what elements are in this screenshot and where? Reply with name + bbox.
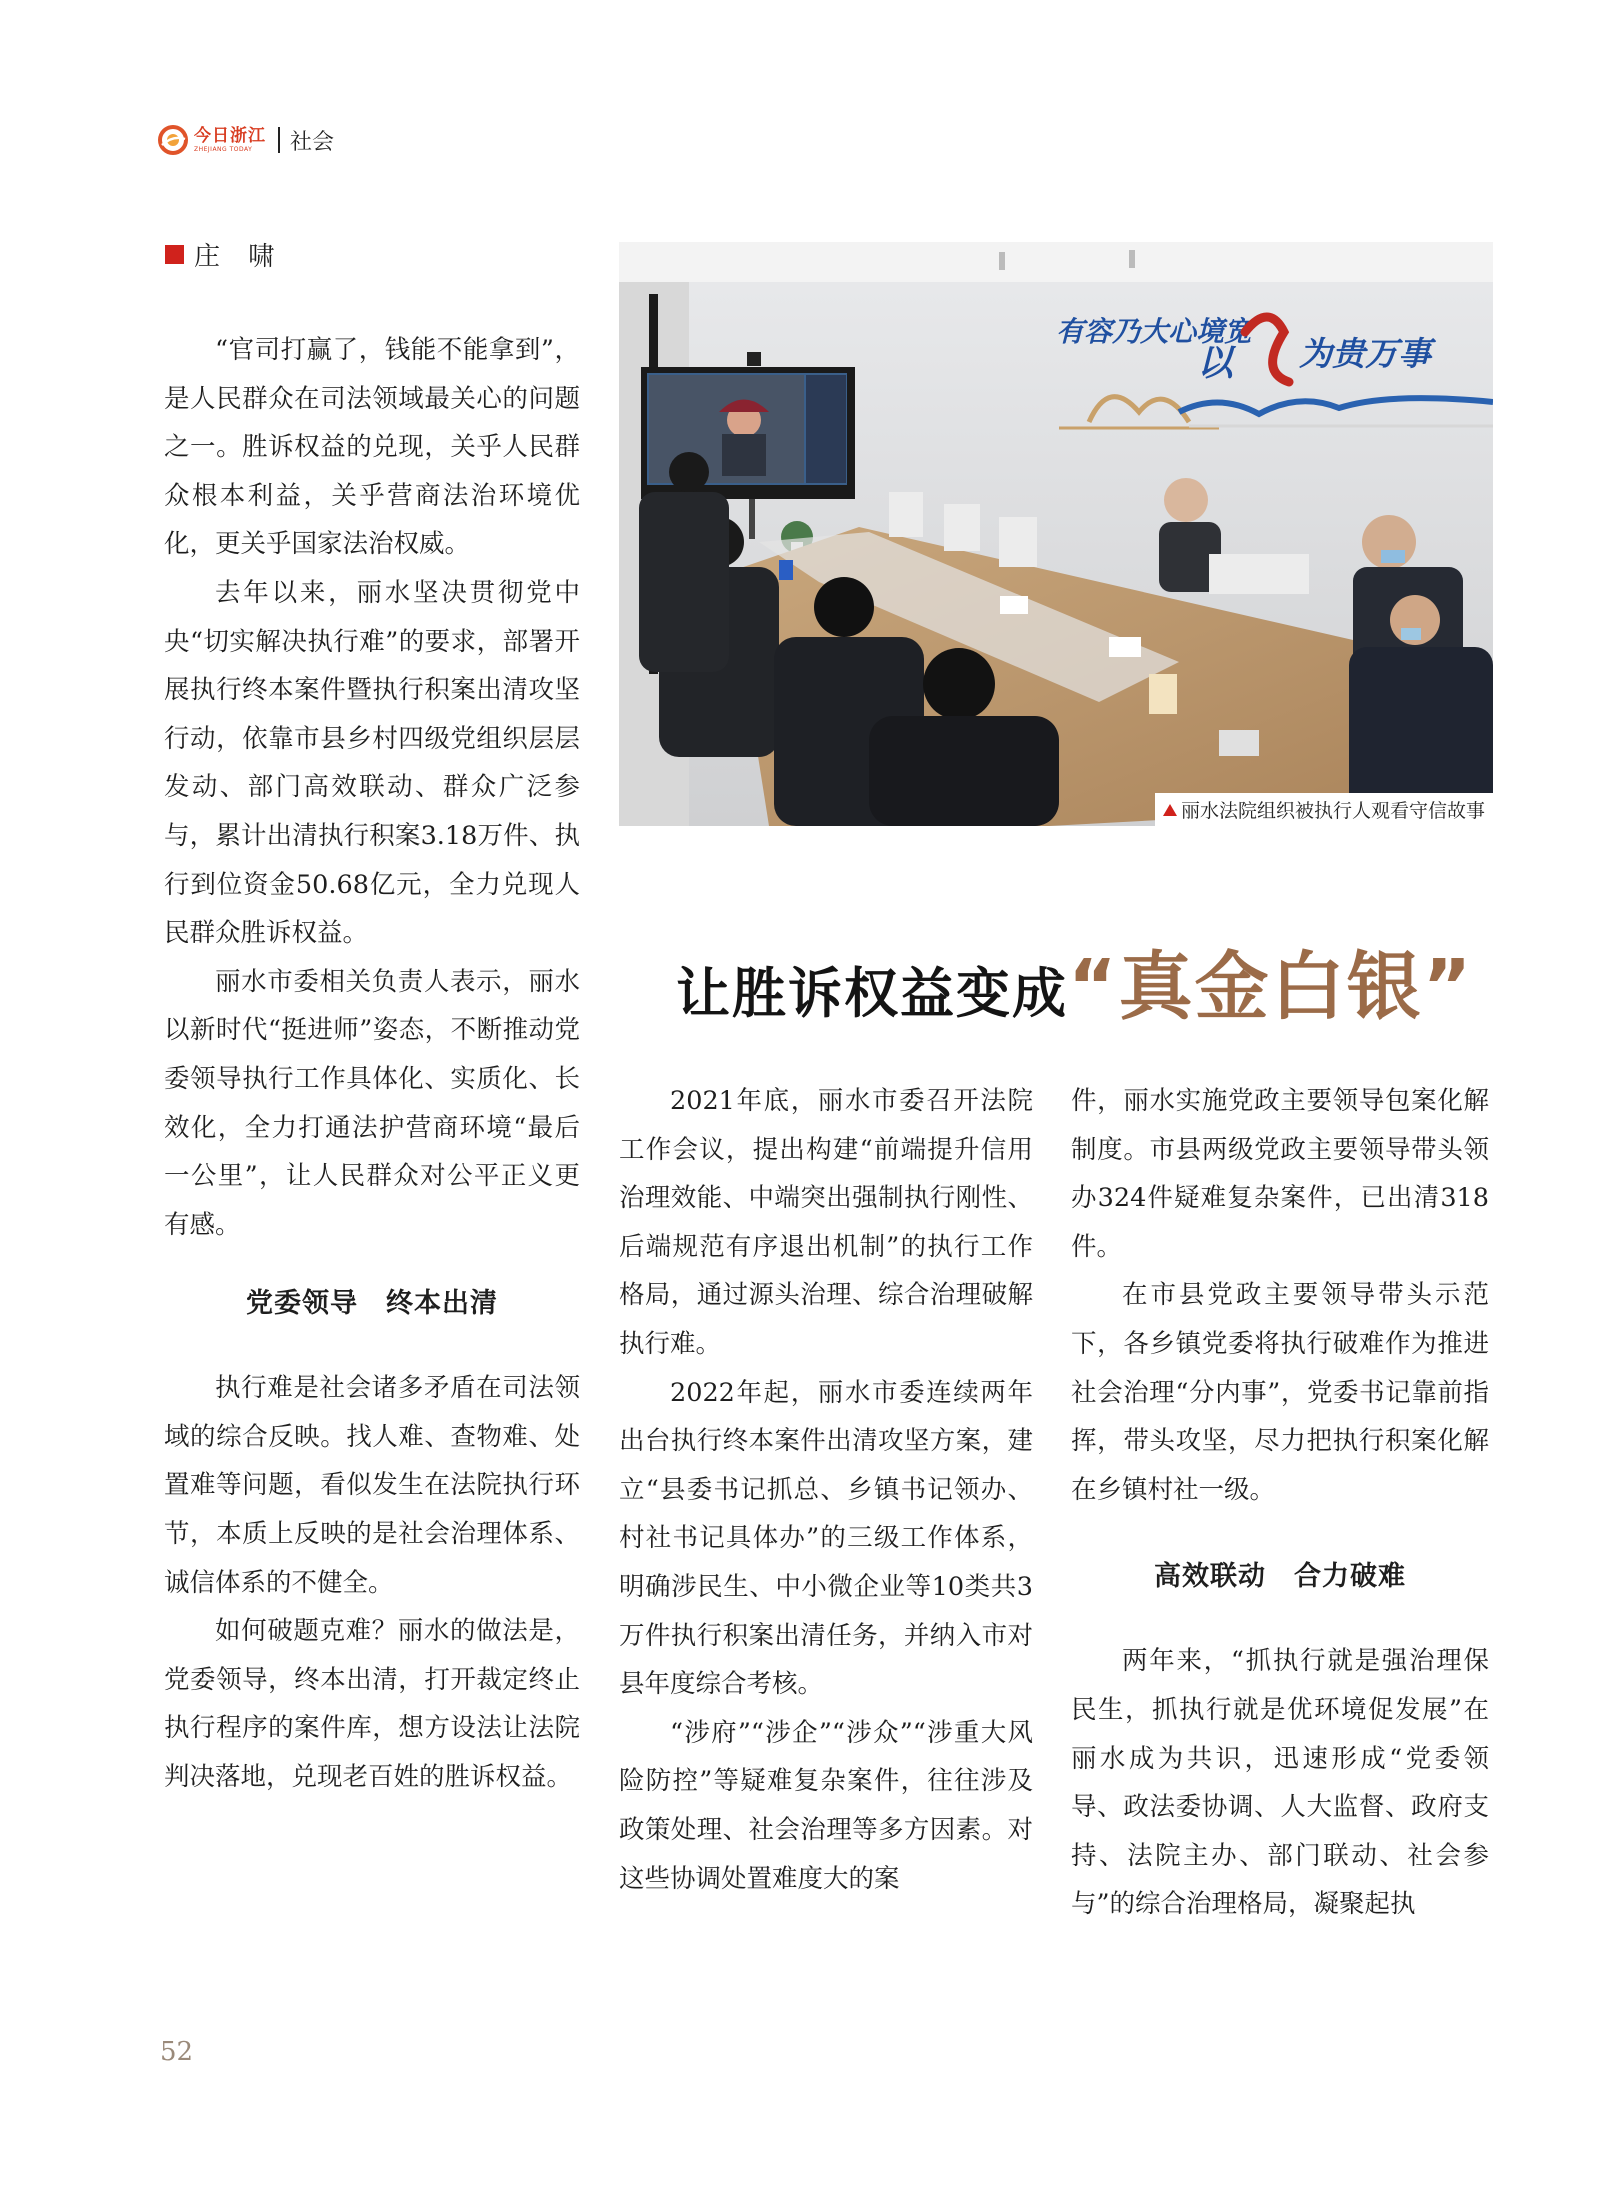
section-label: 社会 xyxy=(290,129,335,155)
magazine-header xyxy=(158,120,334,160)
headline-main: 让胜诉权益变成 xyxy=(676,962,1068,1025)
logo-chinese: 今日浙江 xyxy=(194,125,266,146)
header-divider xyxy=(278,127,280,153)
paragraph: 执行难是社会诸多矛盾在司法领域的综合反映。找人难、查物难、处置难等问题，看似发生在法院执行环节，本质上反映的是社会治理体系、诚信体系的不健全。 xyxy=(164,1373,580,1598)
headline-emphasis: “真金白银” xyxy=(1068,944,1474,1030)
left-column xyxy=(164,326,580,1802)
paragraph: 去年以来，丽水坚决贯彻党中央“切实解决执行难”的要求，部署开展执行终本案件暨执行积案出清攻坚行动，依靠市县乡村四级党组织层层发动、部门高效联动、群众广泛参与，累计出清执行积案3.18万件、执行到位资金50.68亿元，全力兑现人民群众胜诉权益。 xyxy=(164,577,580,949)
author-marker-icon xyxy=(165,245,184,264)
wall-slogan-b: 为贵万事 xyxy=(1299,334,1431,373)
wall-slogan-a: 以 xyxy=(1197,343,1234,384)
paragraph: 2022年起，丽水市委连续两年出台执行终本案件出清攻坚方案，建立“县委书记抓总、乡镇书记领办、村社书记具体办”的三级工作体系，明确涉民生、中小微企业等10类共3万件执行积案出清任务，并纳入市对县年度综合考核。 xyxy=(619,1377,1033,1700)
caption-text: 丽水法院组织被执行人观看守信故事 xyxy=(1180,800,1485,822)
magazine-logo-text xyxy=(194,125,266,153)
right-column xyxy=(1071,1077,1489,1929)
paragraph: “涉府”“涉企”“涉众”“涉重大风险防控”等疑难复杂案件，往往涉及政策处理、社会治理等多方因素。对这些协调处置难度大的案 xyxy=(619,1717,1033,1894)
photo-caption xyxy=(1155,793,1493,826)
section-subheading: 高效联动 合力破难 xyxy=(1154,1561,1406,1593)
article-headline xyxy=(676,928,1496,1034)
meeting-room-photo xyxy=(619,242,1493,826)
author-name: 庄 啸 xyxy=(194,242,285,272)
middle-column xyxy=(619,1077,1033,1903)
section-subheading: 党委领导 终本出清 xyxy=(246,1288,498,1320)
wall-slogan-top: 有容乃大心境宽 xyxy=(1056,315,1253,348)
paragraph: 丽水市委相关负责人表示，丽水以新时代“挺进师”姿态，不断推动党委领导执行工作具体化、实质化、长效化，全力打通法护营商环境“最后一公里”，让人民群众对公平正义更有感。 xyxy=(164,966,580,1240)
page-number: 52 xyxy=(160,2037,194,2067)
magazine-logo-icon xyxy=(158,125,188,155)
paragraph: “官司打赢了，钱能不能拿到”，是人民群众在司法领域最关心的问题之一。胜诉权益的兑现，关乎人民群众根本利益，关乎营商法治环境优化，更关乎国家法治权威。 xyxy=(164,335,580,560)
caption-triangle-icon xyxy=(1163,804,1177,816)
paragraph: 2021年底，丽水市委召开法院工作会议，提出构建“前端提升信用治理效能、中端突出强制执行刚性、后端规范有序退出机制”的执行工作格局，通过源头治理、综合治理破解执行难。 xyxy=(619,1086,1033,1359)
paragraph: 在市县党政主要领导带头示范下，各乡镇党委将执行破难作为推进社会治理“分内事”，党委书记靠前指挥，带头攻坚，尽力把执行积案化解在乡镇村社一级。 xyxy=(1071,1280,1489,1505)
logo-english: ZHEJIANG TODAY xyxy=(194,145,253,153)
paragraph: 如何破题克难？丽水的做法是，党委领导，终本出清，打开裁定终止执行程序的案件库，想方设法让法院判决落地，兑现老百姓的胜诉权益。 xyxy=(164,1616,580,1793)
paragraph: 两年来，“抓执行就是强治理保民生，抓执行就是优环境促发展”在丽水成为共识，迅速形成“党委领导、政法委协调、人大监督、政府支持、法院主办、部门联动、社会参与”的综合治理格局，凝聚起执 xyxy=(1071,1646,1489,1920)
author-byline xyxy=(165,236,284,273)
article-photo xyxy=(619,242,1493,826)
paragraph: 件，丽水实施党政主要领导包案化解制度。市县两级党政主要领导带头领办324件疑难复杂案件，已出清318件。 xyxy=(1071,1086,1489,1262)
